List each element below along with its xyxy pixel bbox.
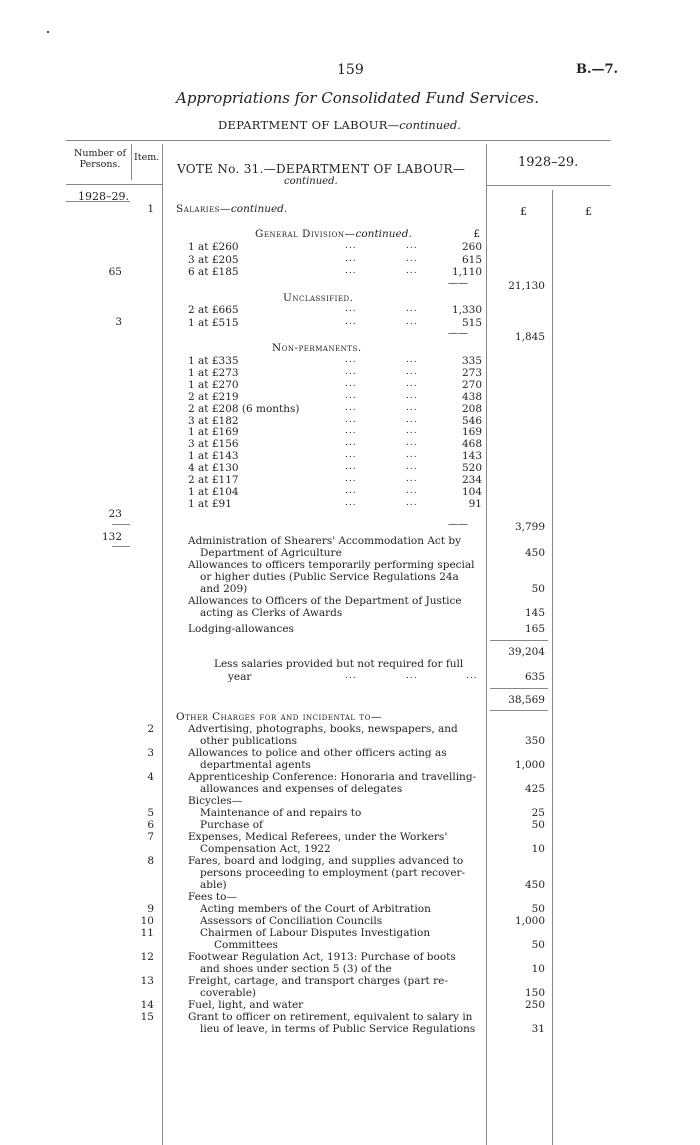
charge-line: Freight, cartage, and transport charges (part re- <box>188 975 448 987</box>
charge-amount: 1,000 <box>514 759 545 771</box>
salary-grade: 4 at £130 <box>188 462 239 475</box>
other-charges-heading: Other Charges for and incidental to— <box>176 711 382 723</box>
document-reference: B.—7. <box>576 62 619 77</box>
charge-line: Grant to officer on retirement, equivalent to salary in <box>188 1011 473 1023</box>
salary-grade: 2 at £665 <box>188 304 239 316</box>
charge-amount: 425 <box>524 783 545 795</box>
description-amount-divider <box>486 144 487 1145</box>
leader-dots: ... <box>345 497 357 508</box>
charge-line: Fares, board and lodging, and supplies advanced to <box>188 855 464 867</box>
charge-line: Acting members of the Court of Arbitration <box>200 903 431 915</box>
charge-amount: 25 <box>531 807 545 819</box>
charge-line: Footwear Regulation Act, 1913: Purchase of boots <box>188 951 456 963</box>
leader-dots: ... <box>406 390 418 401</box>
department-heading: DEPARTMENT OF LABOUR—continued. <box>218 118 461 132</box>
extra-line: Lodging-allowances <box>188 623 294 635</box>
charge-line: Maintenance of and repairs to <box>200 807 362 819</box>
salary-amount: 234 <box>461 474 482 486</box>
item-number: 3 <box>147 747 154 759</box>
less-amount: 635 <box>524 671 545 683</box>
item-number: 15 <box>140 1011 154 1023</box>
less-salaries-line: Less salaries provided but not required for full <box>214 658 464 670</box>
extra-line: and 209) <box>200 583 248 595</box>
charge-line: Committees <box>214 939 278 951</box>
leader-dots: ... <box>345 390 357 401</box>
salary-grade: 3 at £156 <box>188 438 239 451</box>
salary-amount: 104 <box>461 485 482 498</box>
extra-amount: 145 <box>524 607 545 619</box>
less-salaries-line: year <box>228 671 252 683</box>
leader-dots: ... <box>406 304 418 314</box>
vote-title: VOTE No. 31.—DEPARTMENT OF LABOUR— <box>177 162 466 176</box>
salary-amount: 520 <box>461 462 482 475</box>
item-number: 7 <box>147 831 154 843</box>
charge-amount: 250 <box>524 999 545 1011</box>
charge-line: coverable) <box>200 987 257 999</box>
leader-dots: ... <box>406 316 418 327</box>
salary-amount: 260 <box>461 241 482 253</box>
amount-columns-divider <box>552 190 553 1145</box>
item-number: 6 <box>147 819 154 831</box>
charge-amount: 50 <box>531 903 545 915</box>
charge-line: Fuel, light, and water <box>188 999 304 1011</box>
pound-sign: £ <box>473 228 480 240</box>
charge-amount: 150 <box>524 987 545 999</box>
salary-amount: 546 <box>461 414 482 427</box>
persons-year-label: 1928–29. <box>78 190 129 203</box>
item-number: 1 <box>147 203 154 215</box>
extra-amount: 50 <box>531 583 545 595</box>
leader-dots: ... <box>345 438 357 449</box>
charge-line: Compensation Act, 1922 <box>200 843 331 855</box>
gross-total: 39,204 <box>508 646 545 658</box>
salary-amount: 615 <box>461 253 482 266</box>
leader-dots: ... <box>345 450 357 461</box>
net-total: 38,569 <box>508 694 545 706</box>
item-number: 8 <box>147 855 154 867</box>
charge-line: other publications <box>200 735 297 747</box>
page-title: Appropriations for Consolidated Fund Services. <box>176 89 540 107</box>
extra-line: Allowances to officers temporarily performing special <box>188 559 475 571</box>
salary-amount: 1,330 <box>451 304 482 316</box>
item-description-divider <box>162 144 163 1145</box>
salary-amount: 143 <box>461 450 482 463</box>
leader-dots: ... <box>406 378 418 389</box>
leader-dots: ... <box>345 378 357 389</box>
salary-amount: 438 <box>461 390 482 403</box>
item-number: 4 <box>147 771 154 783</box>
leader-dots: ... <box>406 355 418 365</box>
persons-total-rule <box>112 524 130 525</box>
leader-dots: ... <box>345 474 357 484</box>
extra-line: Administration of Shearers' Accommodation Act by <box>188 535 462 547</box>
leader-dots: ... <box>406 266 418 276</box>
leader-dots: ... <box>345 462 357 473</box>
charge-line: allowances and expenses of delegates <box>200 783 403 795</box>
leader-dots: ... <box>406 671 418 681</box>
extra-amount: 450 <box>524 547 545 559</box>
leader-dots: ... <box>406 474 418 484</box>
persons-heading-rule <box>66 184 162 185</box>
item-number: 11 <box>140 927 154 939</box>
salary-grade: 1 at £273 <box>188 366 239 379</box>
leader-dots: ... <box>406 450 418 461</box>
charge-line: Assessors of Conciliation Councils <box>200 915 383 927</box>
charge-line: Allowances to police and other officers acting as <box>188 747 447 759</box>
salary-grade: 1 at £104 <box>188 485 239 498</box>
page-number: 159 <box>337 62 364 78</box>
leader-dots: ... <box>406 253 418 264</box>
persons-column-heading: Number of Persons. <box>74 148 126 170</box>
charge-line: Apprenticeship Conference: Honoraria and travelling- <box>188 771 477 783</box>
charge-line: Expenses, Medical Referees, under the Workers' <box>188 831 448 843</box>
salary-grade: 3 at £182 <box>188 414 239 427</box>
leader-dots: ... <box>345 426 357 437</box>
leader-dots: ... <box>345 355 357 365</box>
charge-line: Fees to— <box>188 891 237 903</box>
subtotal-rule: —— <box>448 519 468 530</box>
subtotal-rule: —— <box>448 328 468 339</box>
charge-amount: 450 <box>524 879 545 891</box>
charge-line: Advertising, photographs, books, newspapers, and <box>188 723 458 735</box>
leader-dots: ... <box>345 253 357 264</box>
charge-amount: 50 <box>531 819 545 831</box>
persons-count: 3 <box>115 316 122 328</box>
item-number: 10 <box>140 915 154 927</box>
salary-grade: 1 at £515 <box>188 316 239 329</box>
leader-dots: ... <box>345 266 357 276</box>
salaries-heading: Salaries—continued. <box>176 203 288 215</box>
salary-grade: 2 at £219 <box>188 390 239 403</box>
table-top-rule <box>66 140 611 141</box>
leader-dots: ... <box>345 671 357 681</box>
salary-amount: 468 <box>461 438 482 451</box>
total-rule <box>490 710 548 711</box>
subtotal-rule: —— <box>448 278 468 289</box>
leader-dots: ... <box>466 671 478 681</box>
total-rule <box>490 640 548 641</box>
salary-amount: 208 <box>461 402 482 415</box>
leader-dots: ... <box>406 414 418 425</box>
leader-dots: ... <box>406 438 418 449</box>
item-column-heading: Item. <box>134 152 160 163</box>
leader-dots: ... <box>345 366 357 377</box>
salary-amount: 273 <box>461 366 482 379</box>
leader-dots: ... <box>406 402 418 413</box>
extra-line: Department of Agriculture <box>200 547 342 559</box>
charge-amount: 10 <box>531 963 545 975</box>
charge-line: departmental agents <box>200 759 311 771</box>
leader-dots: ... <box>406 462 418 473</box>
year-heading-rule <box>486 185 611 186</box>
salary-amount: 515 <box>461 316 482 329</box>
item-number: 5 <box>147 807 154 819</box>
general-division-heading: General Division—continued. <box>255 228 412 240</box>
leader-dots: ... <box>345 485 357 496</box>
leader-dots: ... <box>406 366 418 377</box>
charge-line: lieu of leave, in terms of Public Service Regulations <box>200 1023 476 1035</box>
salary-amount: 1,110 <box>451 266 482 278</box>
leader-dots: ... <box>345 414 357 425</box>
salary-amount: 335 <box>461 355 482 367</box>
salary-grade: 1 at £335 <box>188 355 239 367</box>
leader-dots: ... <box>406 485 418 496</box>
charge-amount: 1,000 <box>514 915 545 927</box>
salary-grade: 3 at £205 <box>188 253 239 266</box>
pound-sign: £ <box>585 205 592 218</box>
charge-line: able) <box>200 879 227 891</box>
extra-line: acting as Clerks of Awards <box>200 607 343 619</box>
salary-grade: 1 at £91 <box>188 497 232 510</box>
pound-sign: £ <box>520 205 527 218</box>
total-rule <box>490 688 548 689</box>
subtotal-amount: 1,845 <box>514 331 545 343</box>
item-number: 14 <box>140 999 154 1011</box>
charge-amount: 50 <box>531 939 545 951</box>
charge-line: Purchase of <box>200 819 263 831</box>
salary-grade: 1 at £169 <box>188 426 239 439</box>
persons-count: 23 <box>108 508 122 520</box>
salary-amount: 91 <box>468 497 482 510</box>
charge-amount: 31 <box>531 1023 545 1035</box>
item-number: 12 <box>140 951 154 963</box>
leader-dots: ... <box>345 402 357 413</box>
extra-line: or higher duties (Public Service Regulations 24a <box>200 571 459 583</box>
vote-title-continued: continued. <box>284 176 338 187</box>
salary-grade: 6 at £185 <box>188 266 239 278</box>
item-number: 2 <box>147 723 154 735</box>
salary-amount: 169 <box>461 426 482 439</box>
extra-line: Allowances to Officers of the Department of Justice <box>188 595 462 607</box>
charge-line: Bicycles— <box>188 795 243 807</box>
charge-amount: 350 <box>524 735 545 747</box>
subtotal-amount: 3,799 <box>514 521 545 533</box>
leader-dots: ... <box>406 426 418 437</box>
salary-amount: 270 <box>461 378 482 391</box>
year-column-heading: 1928–29. <box>518 155 579 170</box>
leader-dots: ... <box>345 316 357 327</box>
persons-total-rule <box>112 546 130 547</box>
leader-dots: ... <box>406 497 418 508</box>
item-number: 13 <box>140 975 154 987</box>
item-number: 9 <box>147 903 154 915</box>
non-permanents-heading: Non-permanents. <box>272 342 362 354</box>
salary-grade: 2 at £208 (6 months) <box>188 402 300 415</box>
salary-grade: 2 at £117 <box>188 474 239 486</box>
salary-grade: 1 at £260 <box>188 241 239 253</box>
leader-dots: ... <box>345 241 357 251</box>
salary-grade: 1 at £143 <box>188 450 239 463</box>
extra-amount: 165 <box>524 623 545 635</box>
leader-dots: ... <box>406 241 418 251</box>
charge-line: persons proceeding to employment (part recover- <box>200 867 466 879</box>
leader-dots: ... <box>345 304 357 314</box>
charge-line: and shoes under section 5 (3) of the <box>200 963 392 975</box>
persons-count: 65 <box>108 266 122 278</box>
charge-line: Chairmen of Labour Disputes Investigation <box>200 927 431 939</box>
speck <box>47 31 49 33</box>
unclassified-heading: Unclassified. <box>283 292 354 304</box>
charge-amount: 10 <box>531 843 545 855</box>
salary-grade: 1 at £270 <box>188 378 239 391</box>
persons-item-divider <box>131 144 132 180</box>
persons-total: 132 <box>101 531 122 543</box>
subtotal-amount: 21,130 <box>508 280 545 292</box>
